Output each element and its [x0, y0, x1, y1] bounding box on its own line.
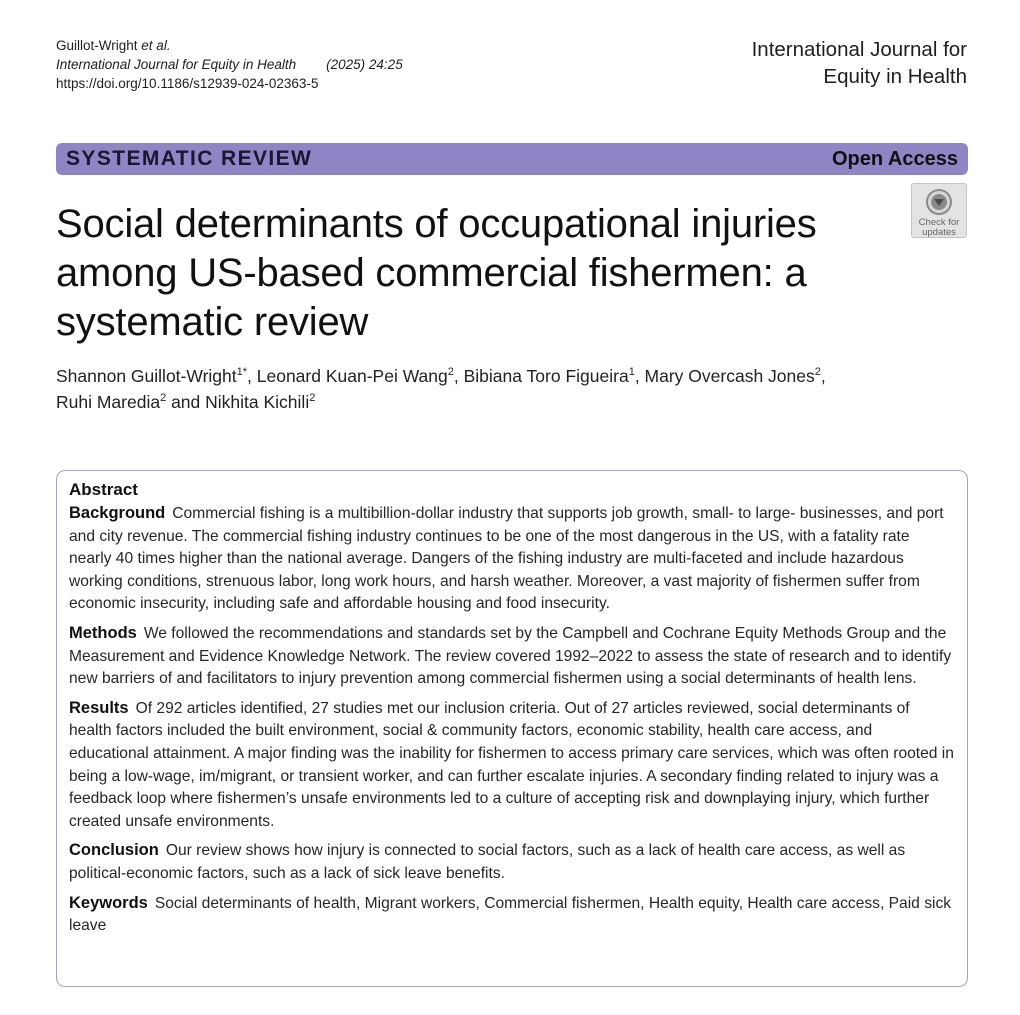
author-affiliation: 1: [628, 366, 635, 378]
check-for-updates-label: Check for updates: [918, 217, 960, 238]
abstract-methods: [69, 622, 955, 691]
article-type-label: SYSTEMATIC REVIEW: [66, 147, 313, 170]
author-separator: ,: [247, 366, 257, 386]
abstract-section-label: Background: [69, 504, 166, 522]
author-affiliation: 2: [160, 392, 167, 404]
open-access-label: Open Access: [832, 147, 958, 170]
author-list: [56, 363, 916, 415]
citation-journal-line: [56, 55, 403, 74]
abstract-section-text: Our review shows how injury is connected to social factors, such as a lack of health care access, as well as political-economic factors, such as a lack of sick leave benefits.: [69, 842, 906, 882]
abstract-section-text: Of 292 articles identified, 27 studies met our inclusion criteria. Out of 27 articles reviewed, social determinants of health factors included the built environment, social & community factors, economic stability, health care access, and educational attainment. A major finding was the inability for fishermen to access primary care services, which was often rooted in being a low-wage, im/migrant, or transient worker, and can further escalate injuries. A secondary finding related to injury was a feedback loop where fishermen’s unsafe environments led to a culture of accepting risk and downplaying injury, which further created unsafe environments.: [69, 699, 954, 830]
abstract-box: [56, 470, 968, 987]
abstract-conclusion: [69, 839, 955, 885]
article-type-band: [56, 143, 968, 175]
abstract-section-text: Commercial fishing is a multibillion-dollar industry that supports job growth, small- to large- businesses, and port and city revenue. The commercial fishing industry continues to be one of the most dangerous in the US, with a fatality rate nearly 40 times higher than the national average. Dangers of the fishing industry are multi-faceted and include hazardous working conditions, strenuous labor, long work hours, and harsh weather. Moreover, a vast majority of fishermen suffer from economic insecurity, including safe and affordable housing and food insecurity.: [69, 505, 944, 613]
journal-name-line2: Equity in Health: [823, 65, 967, 88]
author-name: Nikhita Kichili: [205, 392, 310, 412]
author-name: Mary Overcash Jones: [644, 366, 815, 386]
author-affiliation: 1*: [236, 366, 248, 378]
author-name: Shannon Guillot-Wright: [56, 366, 237, 386]
citation-et-al: et al.: [141, 38, 171, 53]
doi-link[interactable]: https://doi.org/10.1186/s12939-024-02363-5: [56, 76, 319, 91]
abstract-section-text: We followed the recommendations and standards set by the Campbell and Cochrane Equity Methods Group and the Measurement and Evidence Knowledge Network. The review covered 1992–2022 to assess the state of research and to identify new barriers of and facilitators to injury prevention among commercial fishermen using a social determinants of health lens.: [69, 624, 952, 688]
abstract-results: [69, 697, 955, 834]
citation-authors: [56, 36, 403, 55]
check-for-updates-icon: [924, 187, 954, 217]
abstract-section-label: Keywords: [69, 893, 148, 912]
abstract-background: [69, 502, 955, 616]
abstract-section-label: Results: [69, 698, 129, 717]
abstract-section-label: Conclusion: [69, 841, 159, 860]
author-affiliation: 2: [814, 366, 821, 378]
citation-year-volume: (2025) 24:25: [326, 57, 403, 72]
abstract-heading: Abstract: [69, 480, 138, 499]
citation-journal: International Journal for Equity in Health: [56, 57, 297, 72]
author-affiliation: 2: [309, 392, 316, 404]
author-name: Bibiana Toro Figueira: [463, 366, 629, 386]
journal-name: [752, 36, 967, 90]
abstract-section-label: Methods: [69, 623, 137, 642]
check-for-updates-badge[interactable]: [911, 183, 967, 238]
citation-block: [56, 36, 403, 93]
author-name: Leonard Kuan-Pei Wang: [256, 366, 448, 386]
author-separator: ,: [453, 366, 464, 386]
article-title: Social determinants of occupational injuries among US-based commercial fishermen: a systematic review: [56, 202, 817, 344]
abstract-keywords: [69, 892, 955, 938]
author-separator: ,: [634, 366, 645, 386]
author-separator: and: [166, 392, 206, 412]
journal-name-line1: International Journal for: [751, 38, 967, 61]
citation-author: Guillot-Wright: [56, 38, 138, 53]
abstract-section-text: Social determinants of health, Migrant workers, Commercial fishermen, Health equity, Health care access, Paid sick leave: [69, 894, 952, 935]
author-separator: ,: [820, 366, 826, 386]
author-affiliation: 2: [447, 366, 454, 378]
author-name: Ruhi Maredia: [56, 392, 161, 412]
